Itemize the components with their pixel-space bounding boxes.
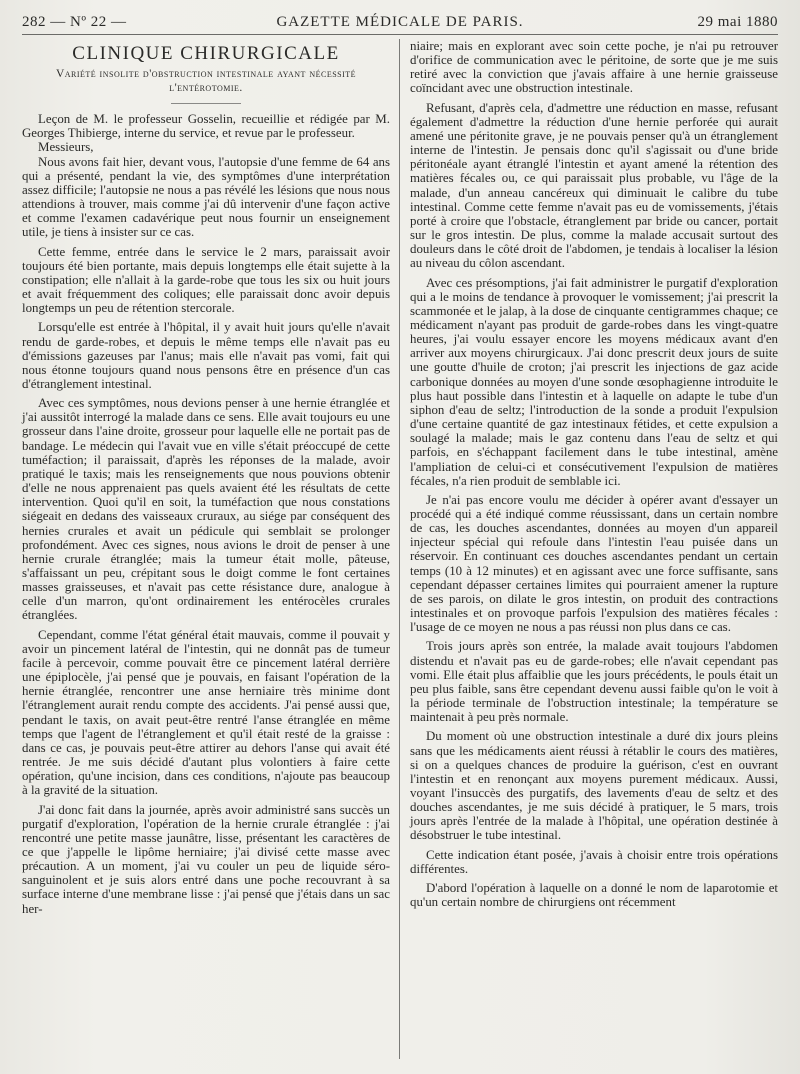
paragraph: Cette indication étant posée, j'avais à choisir entre trois opérations différentes.	[410, 847, 778, 876]
paragraph: Trois jours après son entrée, la malade avait toujours l'abdomen distendu et n'avait pas eu de garde-robes; elle n'avait cependant pas vomi. Elle était plus affaiblie que les jours précédents, le pouls était un peu plus faible, sans être cependant devenu aussi faible qu'on le voit à la période terminale de l'obstruction intestinale; la température se maintenait à peu près normale.	[410, 639, 778, 725]
paragraph: J'ai donc fait dans la journée, après avoir administré sans succès un purgatif d'exploration, l'opération de la hernie crurale étranglée : j'ai rencontré une petite masse jaunâtre, lisse, présentant les caractères de ce que j'appelle le lipôme herniaire; j'ai divisé cette masse avec précaution. A un moment, j'ai vu couler un peu de liquide séro-sanguinolent et je suis alors entré dans une poche recouvrant à sa surface interne d'une membrane lisse : j'ai pensé que j'étais dans un sac her-	[22, 802, 390, 916]
divider	[171, 103, 241, 104]
lecon-credit: Leçon de M. le professeur Gosselin, recueillie et rédigée par M. Georges Thibierge, interne du service, et revue par le professeur.	[22, 112, 390, 141]
paragraph: Cependant, comme l'état général était mauvais, comme il pouvait y avoir un pincement latéral de l'intestin, qui ne donnât pas de tumeur facile à percevoir, comme pouvait être ce pincement latéral derrière une épiplocèle, j'ai pensé que je pouvais, en faisant l'opération de la hernie étranglée, rencontrer une anse herniaire très minime dont l'étranglement aurait rendu compte des accidents. J'ai pensé aussi que, pendant le taxis, on avait peut-être rentré l'anse étranglée en même temps que l'agent de l'étranglement et qu'il était resté de la graisse : dans ce cas, je pouvais peut-être attirer au dehors l'anse qui avait été rentrée. Je me suis décidé d'autant plus volontiers à faire cette opération, qu'une incision, dans ces conditions, n'ajoute pas beaucoup à la gravité de la situation.	[22, 627, 390, 798]
issue-date: 29 mai 1880	[697, 14, 778, 30]
paragraph: niaire; mais en explorant avec soin cette poche, je n'ai pu retrouver d'orifice de communication avec le péritoine, de sorte que je me suis retiré avec la conviction que j'avais affaire à une hernie graisseuse coïncidant avec une obstruction intestinale.	[410, 39, 778, 96]
journal-title: GAZETTE MÉDICALE DE PARIS.	[276, 14, 524, 30]
section-title: CLINIQUE CHIRURGICALE	[72, 43, 340, 64]
paragraph: Avec ces présomptions, j'ai fait administrer le purgatif d'exploration qui a le moins de tendance à provoquer le vomissement; j'ai prescrit la scammonée et le jalap, à la dose de cinquante centigrammes chaque; ce médicament n'ayant pas produit de garde-robes dans les vingt-quatre heures, j'ai voulu essayer encore les moyens médicaux avant d'en arriver aux moyens chirurgicaux. J'ai donc prescrit deux jours de suite une goutte d'huile de croton; j'ai prescrit les injections de gaz acide carbonique données au moyen d'une sonde œsophagienne introduite le plus haut possible dans l'intestin et à laquelle on adapte le tube d'un siphon d'eau de seltz; l'introduction de la sonde a produit l'expulsion d'une certaine quantité de gaz intestinaux fétides, et cette expulsion a soulagé la malade; mais le gaz contenu dans l'eau de seltz et qui parfois, en s'échappant facilement dans le tube intestinal, amène l'ampliation de celui-ci et consécutivement l'expulsion de matières fécales, n'a rien produit de semblable ici.	[410, 275, 778, 488]
text-columns	[22, 39, 778, 1059]
salutation: Messieurs,	[38, 140, 94, 155]
page-header	[22, 14, 778, 35]
page-number: 282 — Nº 22 —	[22, 14, 127, 30]
left-column	[22, 39, 400, 1059]
paragraph: Cette femme, entrée dans le service le 2 mars, paraissait avoir toujours été bien portante, mais depuis longtemps elle était sujette à la constipation; elle n'allait à la garde-robe que tous les six ou huit jours et avait fréquemment des coliques; elle paraissait donc avoir depuis longtemps un peu de rétention stercorale.	[22, 244, 390, 316]
paragraph: D'abord l'opération à laquelle on a donné le nom de laparotomie et qu'un certain nombre de chirurgiens ont récemment	[410, 880, 778, 910]
paragraph: Avec ces symptômes, nous devions penser à une hernie étranglée et j'ai aussitôt interrogé la malade dans ce sens. Elle avait toujours eu une grosseur dans l'aine droite, grosseur pour laquelle elle ne portait pas de bandage. Le médecin qui l'avait vue en ville s'était préoccupé de cette tuméfaction; il paraissait, d'après les réponses de la malade, avoir pratiqué le taxis; mais les renseignements que nous pouvions obtenir d'elle ne nous apprenaient pas quels avaient été les résultats de cette intervention. Quoi qu'il en soit, la tuméfaction que nous constations siégeait en dedans des vaisseaux cruraux, au siége par conséquent des hernies crurales et avait un pédicule qui semblait se prolonger profondément. Avec ces signes, nous avions le droit de penser à une hernie crurale étranglée; mais la tumeur était molle, pâteuse, s'affaissant un peu, crépitant sous le doigt comme le font certaines masses graisseuses, et n'avait pas cette résistance dure, analogue à celle d'un marron, qu'ont ordinairement les entérocèles crurales étranglées.	[22, 396, 390, 623]
paragraph: Lorsqu'elle est entrée à l'hôpital, il y avait huit jours qu'elle n'avait rendu de garde-robes, et depuis le même temps elle n'avait pas eu d'émissions gazeuses par l'anus; mais elle n'avait pas vomi, fait qui nous étonne toujours quand nous pensons être en présence d'un cas d'étranglement intestinal.	[22, 320, 390, 391]
paragraph: Nous avons fait hier, devant vous, l'autopsie d'une femme de 64 ans qui a présenté, pendant la vie, des symptômes d'une interprétation assez difficile; l'autopsie ne nous a pas révélé les lésions que nous nous attendions à trouver, mais comme j'ai dû intervenir d'une façon active et comme l'examen cadavérique peut nous fournir un enseignement utile, je tiens à insister sur ce cas.	[22, 154, 390, 240]
right-column	[410, 39, 778, 1059]
paragraph: Refusant, d'après cela, d'admettre une réduction en masse, refusant également d'admettre la réduction d'une hernie perforée qui aurait amené une péritonite grave, je ne pouvais penser qu'à un étranglement interne de l'intestin. Je pensais donc qu'il s'agissait ou d'une bride péritonéale ayant étranglé l'intestin et ayant amené la rétention des matières fécales ou, ce qui paraissait plus probable, vu l'âge de la malade, d'un anneau cancéreux qui diminuait le calibre du tube intestinal. Comme cette femme n'avait pas eu de vomissements, j'étais porté à croire que l'obstacle, étranglement par bride ou cancer, portait sur le gros intestin. De plus, comme la malade accusait surtout des douleurs dans le côté droit de l'abdomen, je tendais à localiser la lésion au niveau du côlon ascendant.	[410, 100, 778, 271]
paragraph: Je n'ai pas encore voulu me décider à opérer avant d'essayer un procédé qui a été indiqué comme réussissant, dans un certain nombre de cas, les douches ascendantes, données au moyen d'un appareil injecteur spécial qui refoule dans l'intestin l'eau puisée dans un réservoir. En continuant ces douches ascendantes pendant un certain temps (10 à 12 minutes) et en agissant avec une force suffisante, sans cependant dépasser certaines limites qui pourraient amener la rupture de ses parois, on dilate le gros intestin, on produit des contractions intestinales et on provoque parfois l'expulsion des matières fécales : l'usage de ce moyen ne nous a pas réussi non plus dans ce cas.	[410, 492, 778, 635]
paragraph: Du moment où une obstruction intestinale a duré dix jours pleins sans que les médicaments aient réussi à rétablir le cours des matières, si on a quelques chances de produire la guérison, c'est en ouvrant l'intestin et en renonçant aux moyens purement médicaux. Aussi, voyant l'insuccès des purgatifs, des lavements d'eau de seltz et des douches ascendantes, je me suis décidé à pratiquer, le 5 mars, trois jours après l'entrée de la malade à l'hôpital, une opération destinée à désobstruer le tube intestinal.	[410, 729, 778, 843]
article-subtitle: Variété insolite d'obstruction intestinale ayant nécessité l'entérotomie.	[55, 68, 357, 95]
